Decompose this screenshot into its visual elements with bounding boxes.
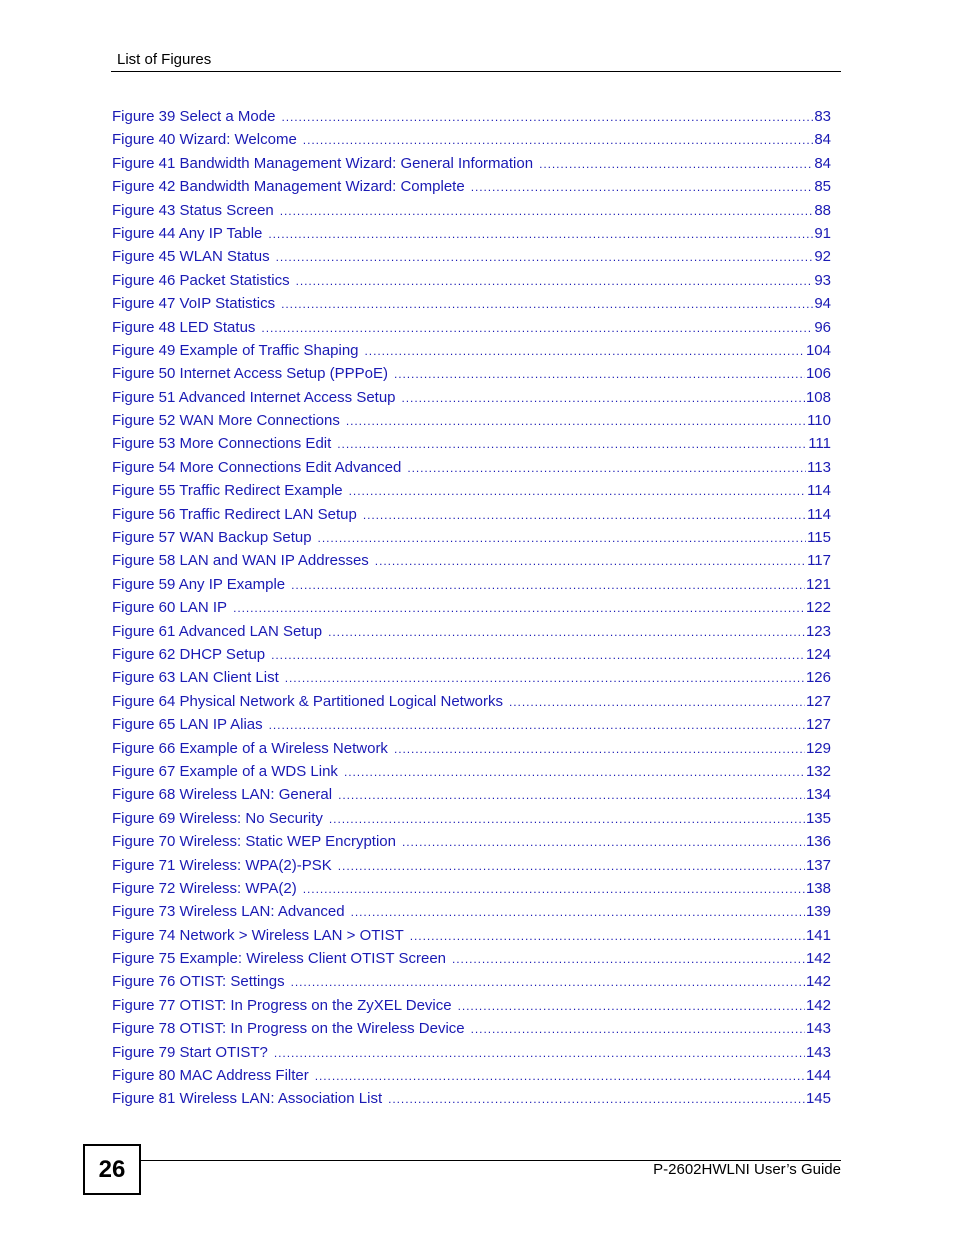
toc-entry[interactable] [112, 549, 831, 572]
dot-leader [363, 504, 806, 527]
dot-leader [458, 995, 805, 1018]
dot-leader [452, 948, 805, 971]
toc-entry[interactable] [112, 994, 831, 1017]
dot-leader [281, 106, 813, 129]
dot-leader [402, 387, 805, 410]
toc-entry[interactable] [112, 760, 831, 783]
toc-entry-label[interactable]: Figure 46 Packet Statistics [112, 271, 290, 289]
dot-leader [269, 714, 805, 737]
toc-entry-page[interactable]: 88 [814, 201, 831, 219]
toc-entry-label[interactable]: Figure 44 Any IP Table [112, 224, 263, 242]
toc-entry[interactable] [112, 573, 831, 596]
toc-entry[interactable] [112, 666, 831, 689]
toc-entry-page[interactable]: 127 [805, 692, 831, 710]
toc-entry-label[interactable]: Figure 50 Internet Access Setup (PPPoE) [112, 365, 388, 383]
toc-entry[interactable] [112, 199, 831, 222]
toc-entry[interactable] [112, 643, 831, 666]
toc-entry-page[interactable]: 142 [805, 996, 831, 1014]
toc-entry-label[interactable]: Figure 73 Wireless LAN: Advanced [112, 903, 345, 921]
toc-entry[interactable] [112, 503, 831, 526]
dot-leader [410, 925, 805, 948]
toc-entry-page[interactable]: 137 [805, 856, 831, 874]
toc-entry-page[interactable]: 135 [805, 809, 831, 827]
toc-entry[interactable] [112, 1064, 831, 1087]
toc-entry-page[interactable]: 113 [807, 458, 831, 476]
toc-entry-page[interactable]: 132 [805, 762, 831, 780]
toc-entry[interactable] [112, 877, 831, 900]
dot-leader [394, 738, 805, 761]
toc-entry-label[interactable]: Figure 65 LAN IP Alias [112, 716, 263, 734]
page-number: 26 [98, 1155, 126, 1183]
dot-leader [281, 293, 813, 316]
dot-leader [351, 901, 805, 924]
toc-entry-label[interactable]: Figure 80 MAC Address Filter [112, 1067, 309, 1085]
toc-entry-page[interactable]: 94 [814, 295, 831, 313]
toc-entry[interactable] [112, 900, 831, 923]
toc-entry-page[interactable]: 136 [805, 833, 831, 851]
toc-entry-label[interactable]: Figure 68 Wireless LAN: General [112, 786, 333, 804]
toc-entry-label[interactable]: Figure 71 Wireless: WPA(2)-PSK [112, 856, 332, 874]
toc-entry[interactable] [112, 526, 831, 549]
toc-entry-label[interactable]: Figure 52 WAN More Connections [112, 412, 340, 430]
toc-entry-page[interactable]: 142 [805, 973, 831, 991]
toc-entry-page[interactable]: 145 [805, 1090, 831, 1108]
running-header: List of Figures [117, 51, 212, 68]
toc-entry-label[interactable]: Figure 41 Bandwidth Management Wizard: General Information [112, 154, 534, 172]
toc-entry-page[interactable]: 121 [805, 575, 831, 593]
dot-leader [337, 433, 807, 456]
toc-entry-page[interactable]: 122 [805, 599, 831, 617]
toc-entry-page[interactable]: 143 [805, 1043, 831, 1061]
toc-entry-page[interactable]: 92 [814, 248, 831, 266]
toc-entry-page[interactable]: 114 [807, 482, 831, 500]
toc-entry-page[interactable]: 126 [805, 669, 831, 687]
toc-entry[interactable] [112, 479, 831, 502]
dot-leader [274, 1042, 805, 1065]
toc-entry-page[interactable]: 124 [805, 645, 831, 663]
toc-entry[interactable] [112, 339, 831, 362]
toc-entry-label[interactable]: Figure 53 More Connections Edit [112, 435, 332, 453]
toc-entry-label[interactable]: Figure 58 LAN and WAN IP Addresses [112, 552, 369, 570]
toc-entry[interactable] [112, 152, 831, 175]
toc-entry-label[interactable]: Figure 75 Example: Wireless Client OTIST Screen [112, 950, 447, 968]
dot-leader [471, 176, 814, 199]
toc-entry-label[interactable]: Figure 51 Advanced Internet Access Setup [112, 388, 396, 406]
dot-leader [285, 667, 805, 690]
toc-entry-label[interactable]: Figure 67 Example of a WDS Link [112, 762, 338, 780]
toc-entry-page[interactable]: 114 [807, 505, 831, 523]
toc-entry-page[interactable]: 110 [807, 412, 831, 430]
toc-entry-page[interactable]: 129 [805, 739, 831, 757]
toc-entry-page[interactable]: 83 [814, 108, 831, 125]
toc-entry-page[interactable]: 91 [814, 224, 831, 242]
toc-entry[interactable] [112, 245, 831, 268]
toc-entry[interactable] [112, 690, 831, 713]
toc-entry[interactable] [112, 620, 831, 643]
toc-entry-label[interactable]: Figure 69 Wireless: No Security [112, 809, 323, 827]
toc-entry-page[interactable]: 85 [814, 178, 831, 196]
toc-entry-page[interactable]: 139 [805, 903, 831, 921]
toc-entry[interactable] [112, 269, 831, 292]
toc-entry-page[interactable]: 123 [805, 622, 831, 640]
toc-entry-label[interactable]: Figure 56 Traffic Redirect LAN Setup [112, 505, 357, 523]
toc-entry-label[interactable]: Figure 47 VoIP Statistics [112, 295, 276, 313]
toc-entry-label[interactable]: Figure 72 Wireless: WPA(2) [112, 879, 297, 897]
dot-leader [291, 574, 805, 597]
toc-entry-page[interactable]: 104 [805, 341, 831, 359]
toc-entry-page[interactable]: 93 [814, 271, 831, 289]
dot-leader [365, 340, 805, 363]
toc-entry-page[interactable]: 144 [805, 1067, 831, 1085]
toc-entry-page[interactable]: 96 [814, 318, 831, 336]
dot-leader [303, 129, 814, 152]
dot-leader [407, 457, 806, 480]
toc-entry-label[interactable]: Figure 42 Bandwidth Management Wizard: Complete [112, 178, 465, 196]
dot-leader [509, 691, 805, 714]
toc-entry-page[interactable]: 134 [805, 786, 831, 804]
toc-entry-label[interactable]: Figure 55 Traffic Redirect Example [112, 482, 343, 500]
toc-entry[interactable] [112, 105, 831, 128]
toc-entry-label[interactable]: Figure 74 Network > Wireless LAN > OTIST [112, 926, 404, 944]
toc-entry[interactable] [112, 1041, 831, 1064]
dot-leader [261, 317, 813, 340]
toc-entry-page[interactable]: 138 [805, 879, 831, 897]
toc-entry-label[interactable]: Figure 66 Example of a Wireless Network [112, 739, 388, 757]
toc-entry-page[interactable]: 127 [805, 716, 831, 734]
toc-entry[interactable] [112, 596, 831, 619]
toc-entry-label[interactable]: Figure 54 More Connections Edit Advanced [112, 458, 402, 476]
toc-entry[interactable] [112, 409, 831, 432]
toc-entry[interactable] [112, 924, 831, 947]
toc-entry[interactable] [112, 292, 831, 315]
toc-entry-page[interactable]: 143 [805, 1020, 831, 1038]
dot-leader [315, 1065, 805, 1088]
toc-entry[interactable] [112, 128, 831, 151]
page-number-box [83, 1144, 141, 1195]
dot-leader [296, 270, 814, 293]
toc-entry-page[interactable]: 108 [805, 388, 831, 406]
toc-entry-label[interactable]: Figure 39 Select a Mode [112, 108, 276, 125]
toc-entry-label[interactable]: Figure 62 DHCP Setup [112, 645, 266, 663]
toc-entry-label[interactable]: Figure 63 LAN Client List [112, 669, 279, 687]
dot-leader [394, 363, 805, 386]
dot-leader [388, 1088, 805, 1111]
dot-leader [344, 761, 805, 784]
dot-leader [276, 246, 814, 269]
toc-entry-label[interactable]: Figure 59 Any IP Example [112, 575, 286, 593]
toc-entry-label[interactable]: Figure 49 Example of Traffic Shaping [112, 341, 359, 359]
dot-leader [280, 200, 814, 223]
dot-leader [338, 784, 805, 807]
toc-entry-label[interactable]: Figure 61 Advanced LAN Setup [112, 622, 323, 640]
toc-entry[interactable] [112, 807, 831, 830]
toc-entry[interactable] [112, 970, 831, 993]
dot-leader [268, 223, 813, 246]
toc-entry-page[interactable]: 117 [807, 552, 831, 570]
toc-entry[interactable] [112, 386, 831, 409]
toc-entry-label[interactable]: Figure 78 OTIST: In Progress on the Wireless Device [112, 1020, 465, 1038]
toc-entry[interactable] [112, 783, 831, 806]
dot-leader [271, 644, 805, 667]
toc-entry-page[interactable]: 106 [805, 365, 831, 383]
toc-entry[interactable] [112, 830, 831, 853]
toc-entry[interactable] [112, 737, 831, 760]
toc-entry[interactable] [112, 1017, 831, 1040]
toc-entry-label[interactable]: Figure 40 Wizard: Welcome [112, 131, 297, 149]
toc-entry-label[interactable]: Figure 76 OTIST: Settings [112, 973, 285, 991]
dot-leader [329, 808, 805, 831]
toc-entry-label[interactable]: Figure 79 Start OTIST? [112, 1043, 268, 1061]
dot-leader [539, 153, 813, 176]
toc-entry-label[interactable]: Figure 43 Status Screen [112, 201, 274, 219]
toc-entry[interactable] [112, 456, 831, 479]
dot-leader [346, 410, 806, 433]
toc-entry-label[interactable]: Figure 70 Wireless: Static WEP Encryption [112, 833, 396, 851]
dot-leader [375, 550, 806, 573]
dot-leader [402, 831, 805, 854]
toc-entry-page[interactable]: 142 [805, 950, 831, 968]
toc-entry-page[interactable]: 84 [814, 131, 831, 149]
toc-entry[interactable] [112, 432, 831, 455]
toc-entry-label[interactable]: Figure 45 WLAN Status [112, 248, 270, 266]
dot-leader [303, 878, 805, 901]
toc-entry-label[interactable]: Figure 64 Physical Network & Partitioned Logical Networks [112, 692, 504, 710]
toc-entry-label[interactable]: Figure 57 WAN Backup Setup [112, 529, 312, 547]
toc-entry[interactable] [112, 713, 831, 736]
list-of-figures [112, 105, 831, 1111]
toc-entry[interactable] [112, 1087, 831, 1110]
toc-entry[interactable] [112, 362, 831, 385]
toc-entry[interactable] [112, 947, 831, 970]
toc-entry-label[interactable]: Figure 77 OTIST: In Progress on the ZyXEL Device [112, 996, 452, 1014]
toc-entry-page[interactable]: 84 [814, 154, 831, 172]
toc-entry-label[interactable]: Figure 48 LED Status [112, 318, 256, 336]
toc-entry[interactable] [112, 854, 831, 877]
dot-leader [328, 621, 805, 644]
toc-entry[interactable] [112, 222, 831, 245]
dot-leader [291, 971, 805, 994]
dot-leader [318, 527, 807, 550]
toc-entry[interactable] [112, 175, 831, 198]
dot-leader [233, 597, 805, 620]
toc-entry-page[interactable]: 115 [807, 529, 831, 547]
toc-entry-label[interactable]: Figure 60 LAN IP [112, 599, 228, 617]
dot-leader [471, 1018, 805, 1041]
toc-entry-page[interactable]: 111 [808, 435, 831, 453]
dot-leader [338, 855, 805, 878]
guide-title: P-2602HWLNI User’s Guide [653, 1161, 841, 1178]
toc-entry-label[interactable]: Figure 81 Wireless LAN: Association List [112, 1090, 383, 1108]
header-rule [111, 71, 841, 72]
toc-entry-page[interactable]: 141 [805, 926, 831, 944]
dot-leader [349, 480, 806, 503]
toc-entry[interactable] [112, 316, 831, 339]
